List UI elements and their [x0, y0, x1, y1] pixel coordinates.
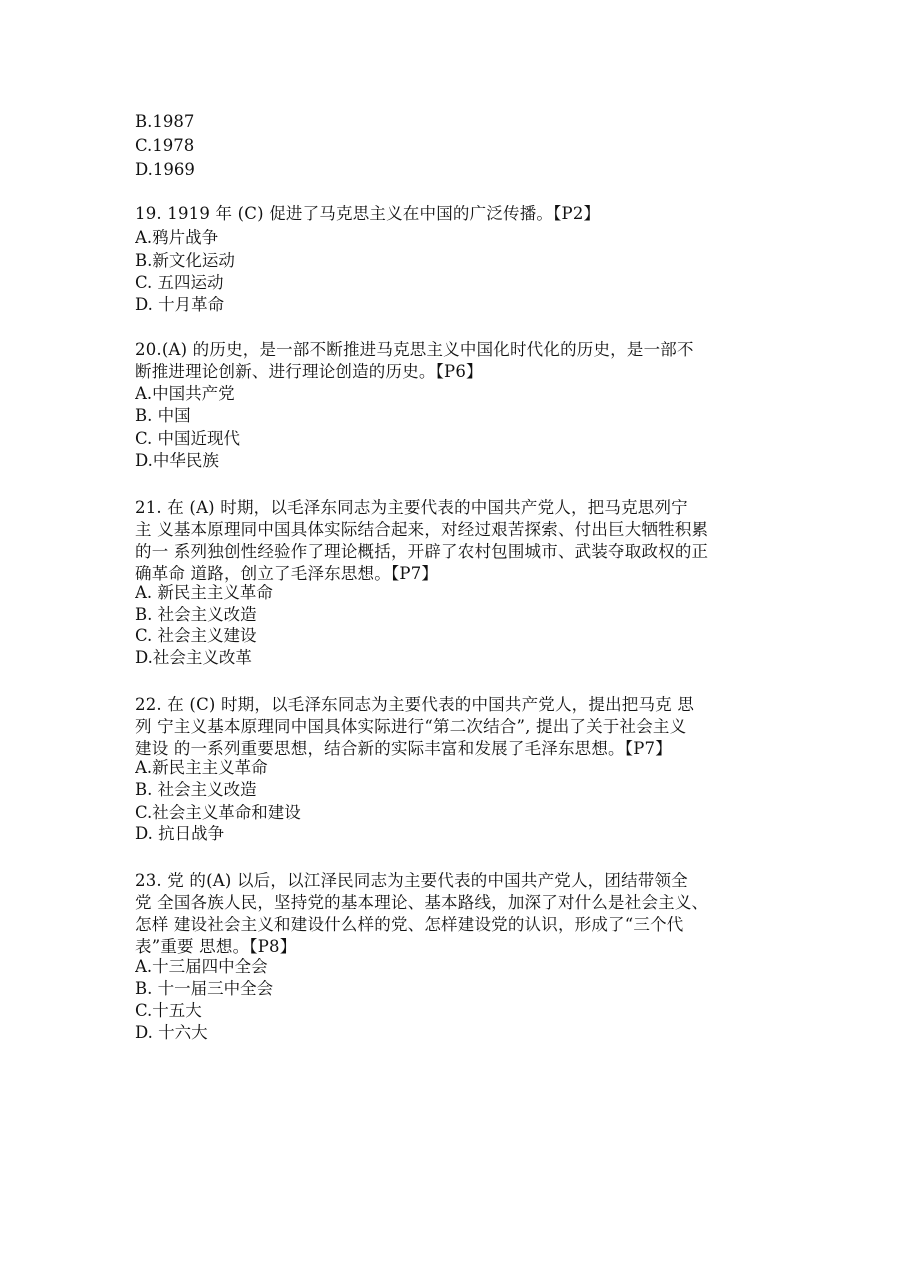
option-line: D. 十六大	[135, 1023, 208, 1042]
question-stem: 怎样 建设社会主义和建设什么样的党、怎样建设党的认识，形成了“三个代	[135, 915, 684, 934]
option-line: A.鸦片战争	[135, 228, 219, 247]
option-line: B.1987	[135, 112, 195, 131]
question-stem: 23. 党 的(A) 以后，以江泽民同志为主要代表的中国共产党人，团结带领全	[135, 871, 688, 890]
question-stem: 表”重要 思想。【P8】	[135, 937, 297, 956]
option-line: D. 抗日战争	[135, 824, 225, 843]
option-line: A.新民主主义革命	[135, 758, 268, 777]
question-stem: 断推进理论创新、进行理论创造的历史。【P6】	[135, 362, 483, 381]
option-line: D.中华民族	[135, 451, 219, 470]
question-stem: 主 义基本原理同中国具体实际结合起来，对经过艰苦探索、付出巨大牺牲积累	[135, 520, 709, 539]
option-line: D. 十月革命	[135, 295, 225, 314]
option-line: C.1978	[135, 136, 195, 155]
question-stem: 的一 系列独创性经验作了理论概括，开辟了农村包围城市、武装夺取政权的正	[135, 542, 709, 561]
question-stem: 确革命 道路，创立了毛泽东思想。【P7】	[135, 564, 439, 583]
question-stem: 19. 1919 年 (C) 促进了马克思主义在中国的广泛传播。【P2】	[135, 204, 601, 223]
option-line: A.中国共产党	[135, 384, 235, 403]
option-line: C. 社会主义建设	[135, 626, 257, 645]
option-line: A.十三届四中全会	[135, 957, 268, 976]
option-line: D.社会主义改革	[135, 648, 252, 667]
option-line: B. 社会主义改造	[135, 780, 257, 799]
option-line: C.十五大	[135, 1001, 202, 1020]
question-stem: 列 宁主义基本原理同中国具体实际进行“第二次结合”, 提出了关于社会主义	[135, 717, 687, 736]
option-line: C.社会主义革命和建设	[135, 803, 301, 822]
option-line: B.新文化运动	[135, 251, 235, 270]
option-line: B. 十一届三中全会	[135, 979, 274, 998]
option-line: B. 社会主义改造	[135, 605, 257, 624]
option-line: C. 中国近现代	[135, 429, 241, 448]
option-line: A. 新民主主义革命	[135, 583, 273, 602]
option-line: D.1969	[135, 160, 195, 179]
question-stem: 建设 的一系列重要思想，结合新的实际丰富和发展了毛泽东思想。【P7】	[135, 739, 672, 758]
question-stem: 20.(A) 的历史，是一部不断推进马克思主义中国化时代化的历史，是一部不	[135, 340, 694, 359]
question-stem: 22. 在 (C) 时期，以毛泽东同志为主要代表的中国共产党人，提出把马克 思	[135, 695, 695, 714]
option-line: C. 五四运动	[135, 273, 224, 292]
question-stem: 党 全国各族人民，坚持党的基本理论、基本路线，加深了对什么是社会主义、	[135, 893, 709, 912]
option-line: B. 中国	[135, 406, 191, 425]
question-stem: 21. 在 (A) 时期，以毛泽东同志为主要代表的中国共产党人，把马克思列宁	[135, 498, 688, 517]
